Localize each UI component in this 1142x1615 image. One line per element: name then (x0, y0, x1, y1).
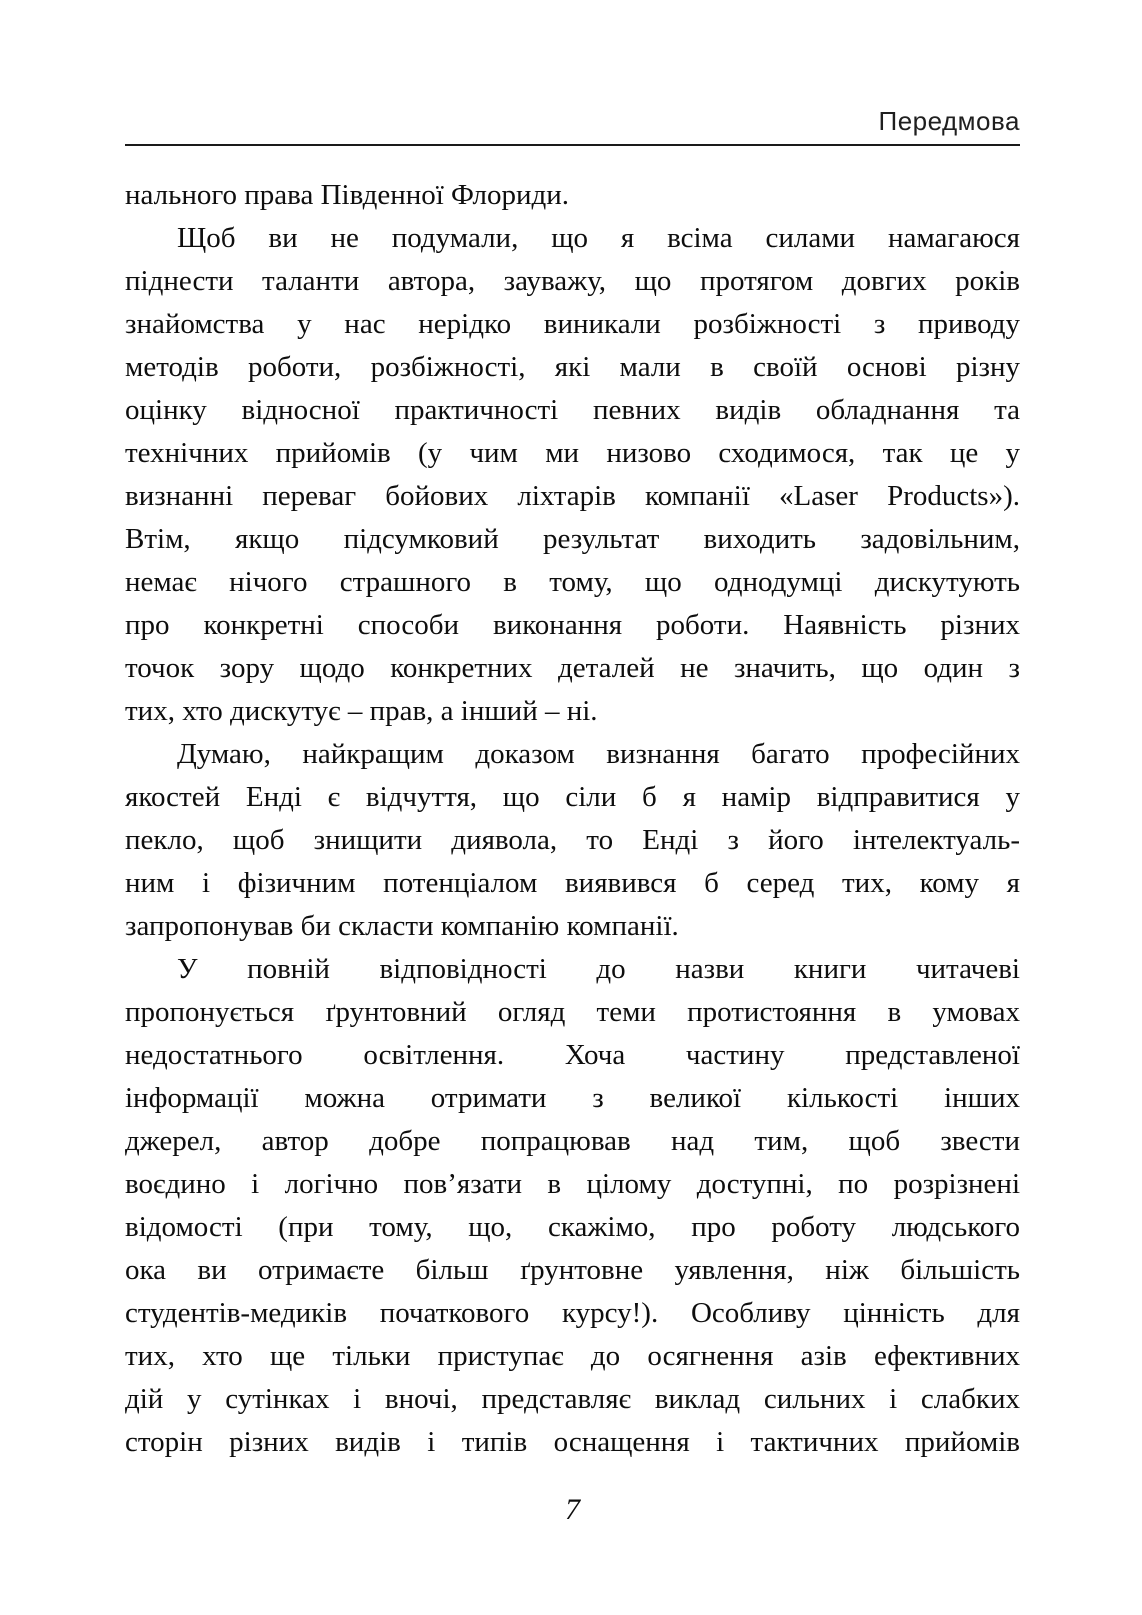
paragraph (125, 733, 1020, 948)
text-line: якостей Енді є відчуття, що сіли б я намір відправитися у (125, 781, 1020, 813)
paragraph (125, 948, 1020, 1464)
text-line: оцінку відносної практичності певних видів обладнання та (125, 394, 1020, 426)
text-line: відомості (при тому, що, скажімо, про роботу людського (125, 1211, 1020, 1243)
text-line: дій у сутінках і вночі, представляє виклад сильних і слабких (125, 1383, 1020, 1415)
text-line: немає нічого страшного в тому, що однодумці дискутують (125, 566, 1020, 598)
text-line: тих, хто ще тільки приступає до осягнення азів ефективних (125, 1340, 1020, 1372)
text-line: піднести таланти автора, зауважу, що протягом довгих років (125, 265, 1020, 297)
text-line: Втім, якщо підсумковий результат виходить задовільним, (125, 523, 1020, 555)
text-line: студентів-медиків початкового курсу!). Особливу цінність для (125, 1297, 1020, 1329)
text-line: точок зору щодо конкретних деталей не значить, що один з (125, 652, 1020, 684)
text-line: нального права Південної Флориди. (125, 179, 570, 211)
text-line: У повній відповідності до назви книги читачеві (177, 953, 1020, 985)
header-rule (125, 144, 1020, 146)
page-number: 7 (565, 1493, 580, 1526)
text-line: пропонується ґрунтовний огляд теми протистояння в умовах (125, 996, 1020, 1028)
paragraph (125, 217, 1020, 733)
text-line: джерел, автор добре попрацював над тим, щоб звести (125, 1125, 1020, 1157)
running-header-title: Передмова (878, 106, 1020, 136)
text-line: знайомства у нас нерідко виникали розбіжності з приводу (125, 308, 1020, 340)
text-line: тих, хто дискутує – прав, а інший – ні. (125, 695, 598, 727)
text-line: про конкретні способи виконання роботи. Наявність різних (125, 609, 1020, 641)
text-line: методів роботи, розбіжності, які мали в своїй основі різну (125, 351, 1020, 383)
text-line: недостатнього освітлення. Хоча частину представленої (125, 1039, 1020, 1071)
text-line: технічних прийомів (у чим ми низово сходимося, так це у (125, 437, 1020, 469)
text-line: ока ви отримаєте більш ґрунтовне уявлення, ніж більшість (125, 1254, 1020, 1286)
text-line: сторін різних видів і типів оснащення і тактичних прийомів (125, 1426, 1020, 1458)
text-line: пекло, щоб знищити диявола, то Енді з його інтелектуаль- (125, 824, 1020, 856)
text-line: визнанні переваг бойових ліхтарів компанії «Laser Products»). (125, 480, 1020, 512)
paragraph (125, 174, 1020, 217)
text-line: воєдино і логічно пов’язати в цілому доступні, по розрізнені (125, 1168, 1020, 1200)
text-line: Думаю, найкращим доказом визнання багато професійних (177, 738, 1020, 770)
text-line: інформації можна отримати з великої кількості інших (125, 1082, 1020, 1114)
text-line: Щоб ви не подумали, що я всіма силами намагаюся (177, 222, 1020, 254)
body-text (125, 174, 1020, 1464)
text-line: ним і фізичним потенціалом виявився б серед тих, кому я (125, 867, 1020, 899)
text-line: запропонував би скласти компанію компанії. (125, 910, 679, 942)
